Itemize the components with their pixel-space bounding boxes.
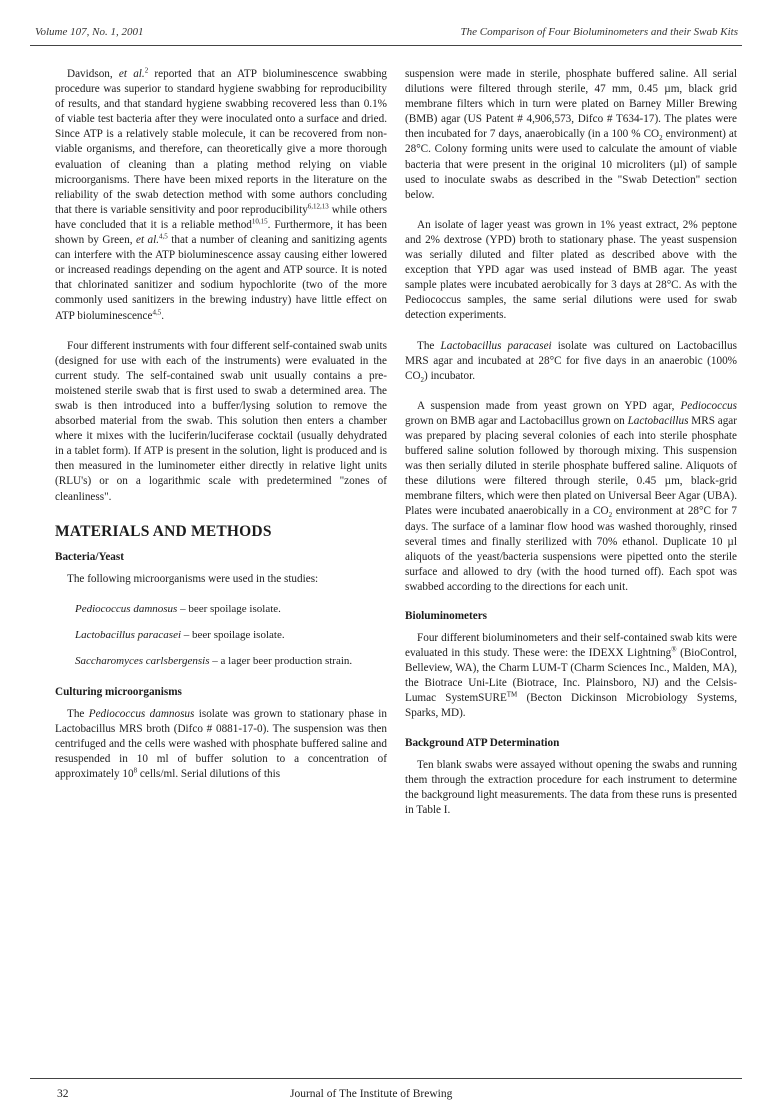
left-column <box>55 67 387 797</box>
header-rule <box>30 45 742 46</box>
footer-rule <box>30 1078 742 1079</box>
subheading-bioluminometers: Bioluminometers <box>405 610 488 622</box>
intro-paragraph-instruments: Four different instruments with four different self-contained swab units (designed for use with each of the instruments) were evaluated in the current study. The self-contained swab unit usually contains a pre-moistened sterile swab that is first used to swab a determined area. The swab is then introduced into a buffer/lysing solution to remove the absorbed material from the swab. This solution then enters a chamber where it mixes with the luciferin/luciferase cocktail (usually dehydrated in a tablet form). If ATP is present in the solution, light is produced and is then measured in the luminometer either directly in relative light units (RLU's) or on a logarithmic scale with predetermined "zones of cleanliness". <box>55 339 387 503</box>
culturing-paragraph: The Pediococcus damnosus isolate was grown to stationary phase in Lactobacillus MRS broth (Difco # 0881-17-0). The suspension was then centrifuged and the cells were washed with phosphate buffered saline and resuspended in 10 ml of buffer solution to a concentration of approximately $10^8$ cells/ml. Serial dilutions of this <box>55 707 387 781</box>
serial-dilution-paragraph: suspension were made in sterile, phosphate buffered saline. All serial dilutions were filtered through sterile, 47 mm, 0.45 µm, black grid membrane filters which in turn were plated on Barney Miller Brewing (BMB) agar (US Patent # 4,906,573, Difco # T634-17). The plates were then incubated for 7 days, anaerobically (in a 100 % $CO_2$ environment) at 28°C. Colony forming units were used to calculate the amount of viable bacteria that were present in the original 10 microliters (µl) of sample used to inoculate swabs as described in the "Swab Detection" section below. <box>405 68 737 201</box>
page-number: 32 <box>57 1088 69 1100</box>
organism-item: Saccharomyces carlsbergensis – a lager beer production strain. <box>75 654 353 667</box>
journal-name: Journal of The Institute of Brewing <box>290 1088 453 1100</box>
microorganisms-intro: The following microorganisms were used in the studies: <box>67 572 319 585</box>
suspension-paragraph: A suspension made from yeast grown on YPD agar, Pediococcus grown on BMB agar and Lactobacillus grown on Lactobacillus MRS agar was prepared by placing several colonies of each into sterile phosphate buffered saline solution followed by thorough mixing. This suspension was then serially diluted in sterile phosphate buffered saline. Aliquots of these dilutions were filtered through sterile, 0.45 µm, black-grid membrane filters, which were then plated on Universal Beer Agar (UBA). Plates were incubated anaerobically in a $CO_2$ environment at 28°C for 7 days. The surface of a laminar flow hood was washed thoroughly, rinsed several times and finally sterilized with 70% ethanol. Duplicate 10 µl aliquots of the yeast/bacteria suspensions were pipetted onto the sterile surface and allowed to dry (with the hood turned off). Each spot was swabbed according to the directions for each unit. <box>405 399 737 593</box>
lactobacillus-paragraph: The Lactobacillus paracasei isolate was cultured on Lactobacillus MRS agar and incubated at 28°C for five days in an anaerobic (100% $CO_2$) incubator. <box>405 339 737 384</box>
intro-paragraph-davidson: Davidson, et al.$^2$ reported that an ATP bioluminescence swabbing procedure was superior to standard hygiene swabbing for reproducibility of results, and that standard hygiene swabbing recovered less than 0.1% of viable test bacteria after they were inoculated onto a surface and dried. Since ATP is a relatively stable molecule, it can be recovered from non-viable organisms, and therefore, can theoretically give a more thorough evaluation of cleaning than a plating method relying on viable microorganisms. There have been mixed reports in the literature on the reliability of the swab detection method with some authors concluding that there is variable sensitivity and poor reproducibility$^{6,12,13}$ while others have concluded that it is a reliable method$^{10,15}$. Furthermore, it has been shown by Green, et al.$^{4,5}$ that a number of cleaning and sanitizing agents can interfere with the ATP bioluminescence assay causing either lowered or increased readings depending on the agent and ATP source. It is noted that chlorinated sanitizer and sodium hypochlorite (two of the more commonly used sanitizers in the brewing industry) have little effect on ATP bioluminescence$^{4,5}$. <box>55 66 388 322</box>
right-column <box>405 67 737 833</box>
running-header-volume: Volume 107, No. 1, 2001 <box>35 26 144 38</box>
organism-item: Lactobacillus paracasei – beer spoilage isolate. <box>75 628 285 641</box>
subheading-background-atp: Background ATP Determination <box>405 736 560 749</box>
section-heading-materials-methods: MATERIALS AND METHODS <box>55 522 272 540</box>
background-atp-paragraph: Ten blank swabs were assayed without opening the swabs and running them through the extraction procedure for each instrument to determine the background light measurements. The data from these runs is presented in Table I. <box>405 758 737 816</box>
lager-yeast-paragraph: An isolate of lager yeast was grown in 1% yeast extract, 2% peptone and 2% dextrose (YPD) broth to stationary phase. The yeast suspension was serially diluted and filter plated as described above with the exception that YPD agar was used instead of BMB agar. The yeast sample plates were incubated aerobically for 3 days at 28°C. As with the Pediococcus samples, the same serial dilutions were used for swab detection experiments. <box>405 218 737 322</box>
subheading-culturing: Culturing microorganisms <box>55 685 182 698</box>
organism-item: Pediococcus damnosus – beer spoilage isolate. <box>75 602 281 615</box>
bioluminometers-paragraph: Four different bioluminometers and their self-contained swab kits were evaluated in this study. These were: the IDEXX Lightning® (BioControl, Belleview, WA), the Charm LUM-T (Charm Sciences Inc., Malden, MA), the Biotrace Uni-Lite (Biotrace, Inc. Plainsboro, NJ) and the Celsis-Lumac SystemSURE™ (Becton Dickinson Microbiology Systems, Sparks, MD). <box>405 632 737 720</box>
running-header-title: The Comparison of Four Bioluminometers and their Swab Kits <box>460 26 738 38</box>
subheading-bacteria-yeast: Bacteria/Yeast <box>55 550 124 563</box>
